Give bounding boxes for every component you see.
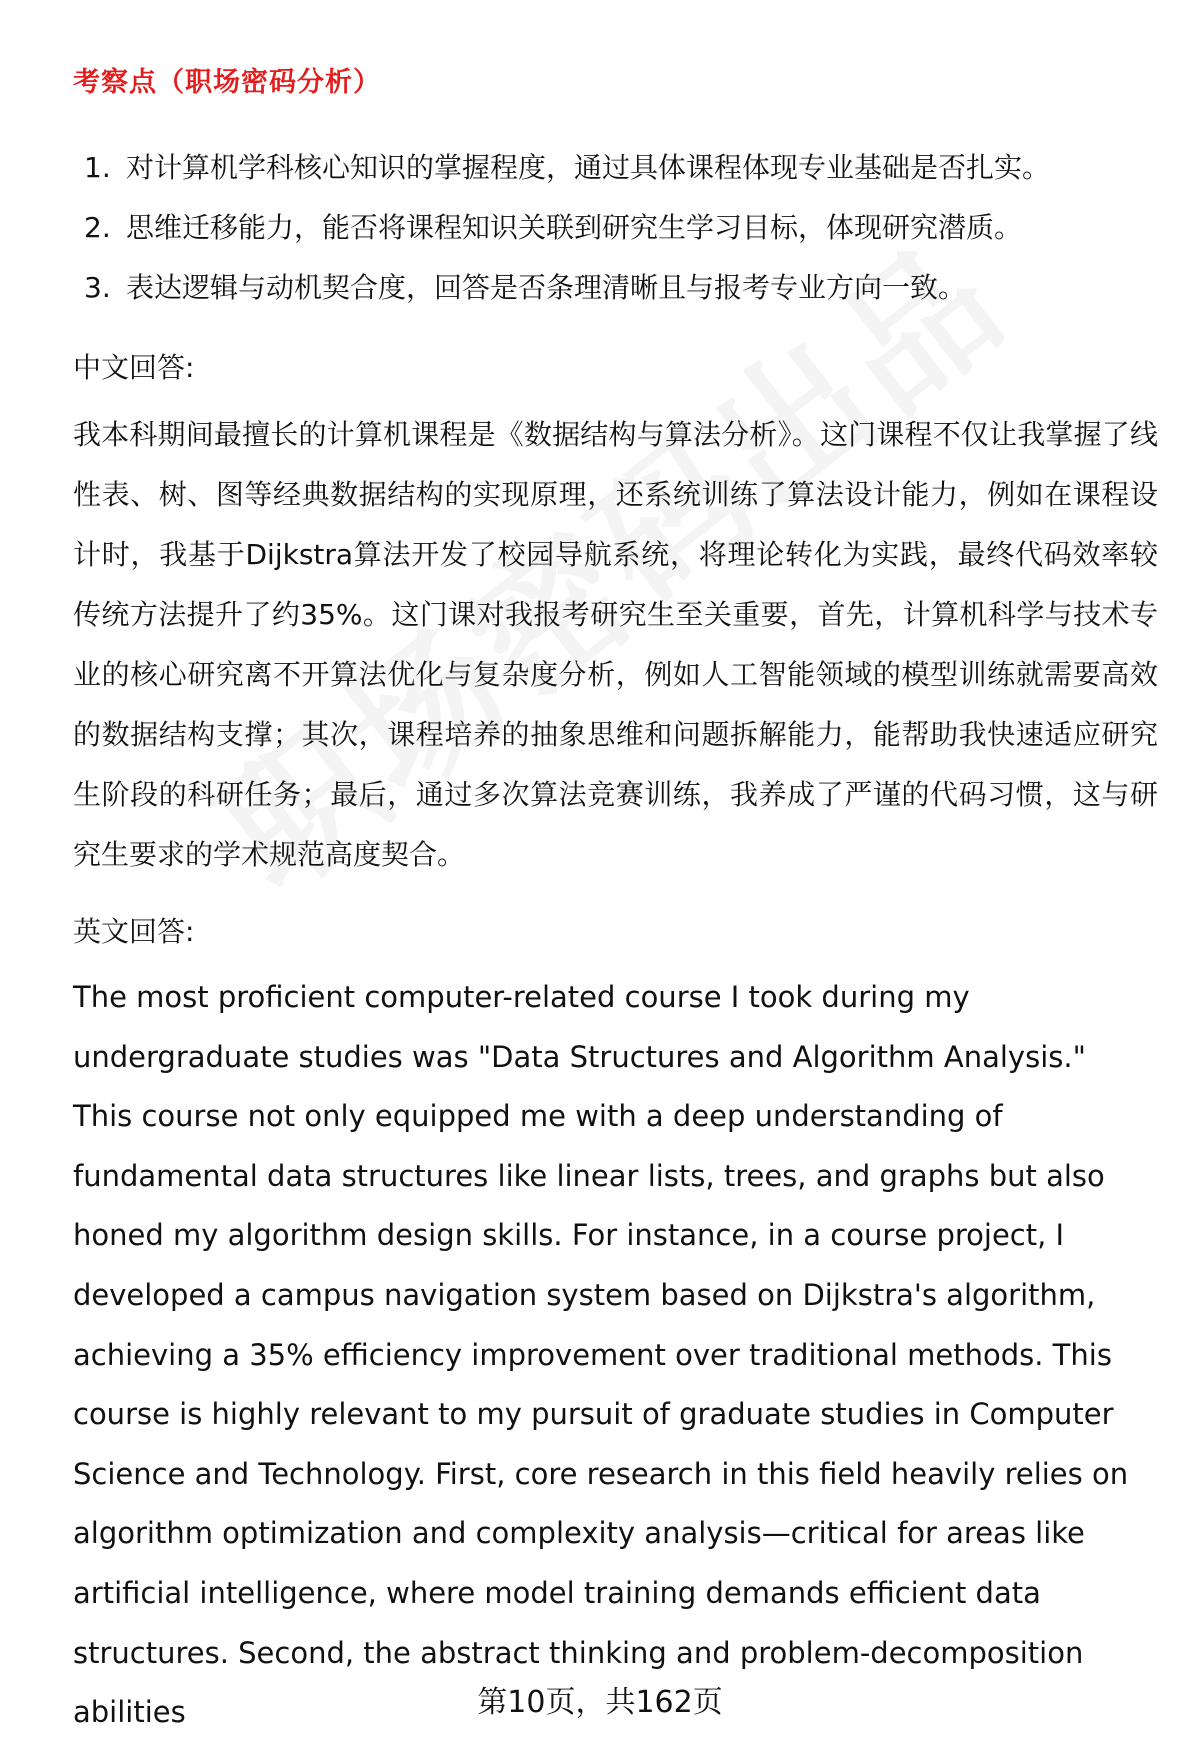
assessment-point (84, 138, 1164, 198)
point-number: 3. (84, 271, 111, 304)
english-answer-label: 英文回答: (73, 915, 195, 948)
point-text: 对计算机学科核心知识的掌握程度，通过具体课程体现专业基础是否扎实。 (126, 151, 1051, 184)
point-text: 表达逻辑与动机契合度，回答是否条理清晰且与报考专业方向一致。 (126, 271, 967, 304)
assessment-point (84, 258, 1164, 318)
assessment-points-list (84, 138, 1164, 318)
assessment-point (84, 198, 1164, 258)
chinese-answer-text: 我本科期间最擅长的计算机课程是《数据结构与算法分析》。这门课程不仅让我掌握了线性表、树、图等经典数据结构的实现原理，还系统训练了算法设计能力，例如在课程设计时，我基于Dijkstra算法开发了校园导航系统，将理论转化为实践，最终代码效率较传统方法提升了约35%。这门课对我报考研究生至关重要，首先，计算机科学与技术专业的核心研究离不开算法优化与复杂度分析，例如人工智能领域的模型训练就需要高效的数据结构支撑；其次，课程培养的抽象思维和问题拆解能力，能帮助我快速适应研究生阶段的科研任务；最后，通过多次算法竞赛训练，我养成了严谨的代码习惯，这与研究生要求的学术规范高度契合。 (73, 418, 1158, 871)
point-text: 思维迁移能力，能否将课程知识关联到研究生学习目标，体现研究潜质。 (126, 211, 1023, 244)
section-title: 考察点（职场密码分析） (73, 67, 381, 98)
chinese-answer-label: 中文回答: (73, 351, 195, 384)
page-number: 第10页，共162页 (477, 1685, 723, 1720)
english-answer-text: The most proficient computer-related course I took during my undergraduate studies was "Data Structures and Algorithm Analysis." This course not only equipped me with a deep understanding of fundamental data structures like linear lists, trees, and graphs but also honed my algorithm design skills. For instance, in a course project, I developed a campus navigation system based on Dijkstra's algorithm, achieving a 35% efficiency improvement over traditional methods. This course is highly relevant to my pursuit of graduate studies in Computer Science and Technology. First, core research in this field heavily relies on algorithm optimization and complexity analysis—critical for areas like artificial intelligence, where model training demands efficient data structures. Second, the abstract thinking and problem-decomposition abilities (73, 980, 1129, 1730)
point-number: 1. (84, 151, 111, 184)
point-number: 2. (84, 211, 111, 244)
